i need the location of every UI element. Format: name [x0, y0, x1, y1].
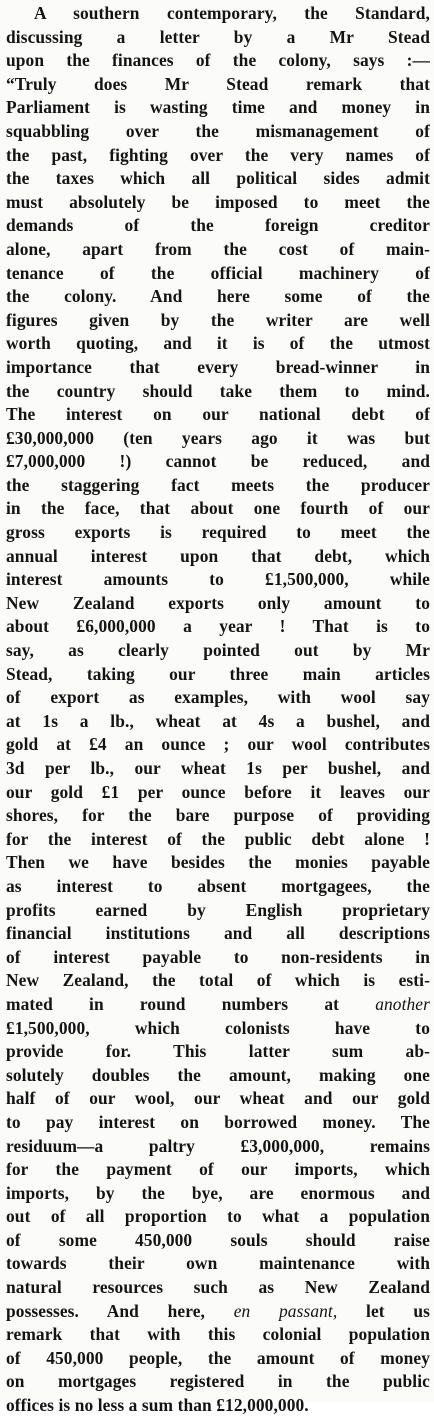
- article-line-text: £7,000,000 !) cannot be reduced, and: [6, 451, 430, 472]
- article-line-text: our gold £1 per ounce before it leaves our: [6, 781, 430, 802]
- article-line-text: Then we have besides the monies payable: [6, 852, 430, 873]
- article-line: [6, 403, 430, 427]
- article-line-text: of some 450,000 souls should raise: [6, 1229, 430, 1250]
- article-line-text: natural resources such as New Zealand: [6, 1277, 430, 1298]
- article-line: [6, 427, 430, 451]
- article-line-text: financial institutions and all descriptions: [6, 923, 430, 944]
- article-line-text: for the payment of our imports, which: [6, 1159, 430, 1180]
- article-line-text: A southern contemporary, the Standard,: [34, 3, 430, 23]
- article-line-text: to pay interest on borrowed money. The: [6, 1111, 430, 1132]
- article-line-text: the country should take them to mind.: [6, 380, 430, 401]
- article-line: [6, 191, 430, 215]
- article-line: [6, 262, 430, 286]
- article-line-text: gross exports is required to meet the: [6, 522, 430, 543]
- article-line-text: solutely doubles the amount, making one: [6, 1064, 430, 1085]
- article-line-text: remark that with this colonial population: [6, 1324, 430, 1345]
- article-line: [6, 1276, 430, 1300]
- article-line-text: mated in round numbers at: [6, 993, 376, 1014]
- article-line: [6, 1323, 430, 1347]
- article-line-text: gold at £4 an ounce ; our wool contributes: [6, 734, 430, 755]
- article-line-text: alone, apart from the cost of main-: [6, 238, 430, 259]
- article-line-text: possesses. And here,: [6, 1300, 234, 1321]
- article-line-text: “Truly does Mr Stead remark that: [6, 73, 430, 94]
- article-line: [6, 96, 430, 120]
- article-line-text: interest amounts to £1,500,000, while: [6, 569, 430, 590]
- article-line: [6, 1111, 430, 1135]
- article-line: [6, 733, 430, 757]
- article-line: [6, 1300, 430, 1324]
- article-line-text: worth quoting, and it is of the utmost: [6, 333, 430, 354]
- article-line: [6, 639, 430, 663]
- article-line: [6, 2, 430, 26]
- article-line-text: the past, fighting over the very names of: [6, 144, 430, 165]
- article-line: [6, 828, 430, 852]
- article-line: [6, 1347, 430, 1371]
- article-line-text: 3d per lb., our wheat 1s per bushel, and: [6, 758, 430, 778]
- article-line: [6, 144, 430, 168]
- article-line: [6, 120, 430, 144]
- article-line-text: half of our wool, our wheat and our gold: [6, 1088, 430, 1109]
- article-line: [6, 49, 430, 73]
- article-line: [6, 710, 430, 734]
- article-line: [6, 592, 430, 616]
- article-line: [6, 214, 430, 238]
- article-line: [6, 1040, 430, 1064]
- article-line-text: must absolutely be imposed to meet the: [6, 191, 430, 212]
- article-line-text: figures given by the writer are well: [6, 309, 430, 330]
- article-line: [6, 1182, 430, 1206]
- article-line-text: The interest on our national debt of: [6, 404, 430, 425]
- article-line-text: about £6,000,000 a year ! That is to: [6, 616, 430, 637]
- article-line-text: New Zealand exports only amount to: [6, 592, 430, 613]
- article-line-italic-text: en passant,: [233, 1300, 338, 1321]
- article-line: [6, 922, 430, 946]
- article-line: [6, 899, 430, 923]
- article-line: [6, 1252, 430, 1276]
- article-line-text: the taxes which all political sides admit: [6, 168, 430, 189]
- article-line: [6, 474, 430, 498]
- article-line: [6, 804, 430, 828]
- article-line: [6, 1158, 430, 1182]
- article-line-text: discussing a letter by a Mr Stead: [6, 26, 430, 47]
- article-line: [6, 969, 430, 993]
- article-line-text: tenance of the official machinery of: [6, 262, 430, 283]
- article-line-text: for the interest of the public debt alone !: [6, 828, 430, 849]
- article-line: [6, 1064, 430, 1088]
- article-line: [6, 1135, 430, 1159]
- article-line-text: importance that every bread-winner in: [6, 356, 430, 377]
- article-line: [6, 167, 430, 191]
- article-line-text: imports, by the bye, are enormous and: [6, 1182, 430, 1203]
- article-line-italic-text: another: [375, 993, 430, 1014]
- article-line-text: of 450,000 people, the amount of money: [6, 1347, 430, 1368]
- article-line: [6, 450, 430, 474]
- article-line-text: £1,500,000, which colonists have to: [6, 1017, 430, 1038]
- article-line: [6, 309, 430, 333]
- article-line-text: residuum—a paltry £3,000,000, remains: [6, 1135, 430, 1156]
- article-line: [6, 26, 430, 50]
- article-line: [6, 73, 430, 97]
- article-line: [6, 380, 430, 404]
- article-line-text: on mortgages registered in the public: [6, 1371, 430, 1392]
- article-line: [6, 568, 430, 592]
- article-line: [6, 993, 430, 1017]
- article-line: [6, 615, 430, 639]
- article-line: [6, 1087, 430, 1111]
- article-line: [6, 356, 430, 380]
- article-body: [6, 2, 430, 1418]
- article-line: [6, 1394, 430, 1418]
- article-line: [6, 332, 430, 356]
- article-line: [6, 686, 430, 710]
- article-line: [6, 875, 430, 899]
- article-line: [6, 497, 430, 521]
- article-line: [6, 1017, 430, 1041]
- article-line: [6, 238, 430, 262]
- article-line: [6, 663, 430, 687]
- article-line: [6, 545, 430, 569]
- article-line-text: of export as examples, with wool say: [6, 687, 430, 708]
- article-line-text: of interest payable to non-residents in: [6, 946, 430, 967]
- article-line-text: Parliament is wasting time and money in: [6, 97, 430, 118]
- article-line: [6, 757, 430, 781]
- article-line-text: as interest to absent mortgagees, the: [6, 875, 430, 896]
- article-line-trailing-text: let us: [337, 1300, 430, 1321]
- article-line: [6, 946, 430, 970]
- article-line: [6, 1370, 430, 1394]
- article-line-text: squabbling over the mismanagement of: [6, 120, 430, 141]
- article-line-text: upon the finances of the colony, says :—: [6, 50, 430, 71]
- article-line-text: in the face, that about one fourth of our: [6, 498, 430, 519]
- article-line: [6, 851, 430, 875]
- article-line: [6, 781, 430, 805]
- article-line: [6, 521, 430, 545]
- article-line-text: £30,000,000 (ten years ago it was but: [6, 427, 430, 448]
- article-line-text: the staggering fact meets the producer: [6, 474, 430, 495]
- article-line-text: at 1s a lb., wheat at 4s a bushel, and: [6, 710, 430, 731]
- article-line-text: towards their own maintenance with: [6, 1253, 430, 1274]
- article-line-text: offices is no less a sum than £12,000,000.: [6, 1395, 309, 1416]
- article-line-text: New Zealand, the total of which is esti-: [6, 970, 430, 991]
- article-line-text: Stead, taking our three main articles: [6, 663, 430, 684]
- article-line-text: annual interest upon that debt, which: [6, 545, 430, 566]
- article-line-text: out of all proportion to what a population: [6, 1206, 430, 1227]
- article-line: [6, 1205, 430, 1229]
- article-line-text: provide for. This latter sum ab-: [6, 1041, 430, 1062]
- article-line-text: the colony. And here some of the: [6, 286, 430, 307]
- article-line: [6, 285, 430, 309]
- article-line: [6, 1229, 430, 1253]
- article-line-text: shores, for the bare purpose of providing: [6, 805, 430, 826]
- article-line-text: say, as clearly pointed out by Mr: [6, 640, 430, 661]
- article-line-text: demands of the foreign creditor: [6, 215, 430, 236]
- article-line-text: profits earned by English proprietary: [6, 899, 430, 920]
